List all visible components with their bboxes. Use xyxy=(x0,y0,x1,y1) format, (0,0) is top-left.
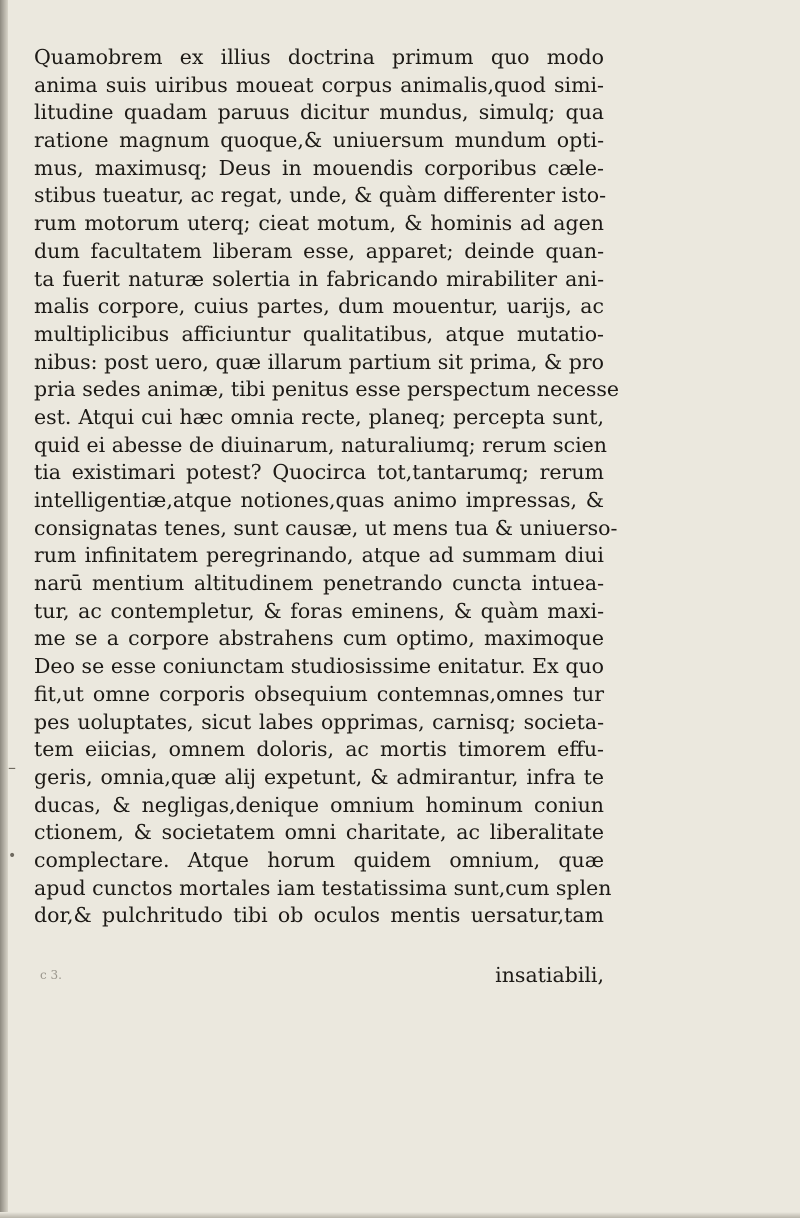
text-line: intelligentiæ,atque notiones,quas animo impressas, & xyxy=(34,488,604,512)
text-line: nibus: post uero, quæ illarum partium sit prima, & pro xyxy=(34,349,604,374)
text-line: dor,& pulchritudo tibi ob oculos mentis uersatur,tam xyxy=(34,903,604,928)
text-line: litudine quadam paruus dicitur mundus, simulq; qua xyxy=(34,100,604,125)
text-line: Deo se esse coniunctam studiosissime enitatur. Ex quo xyxy=(34,654,604,679)
catch-row xyxy=(34,961,604,989)
text-line: geris, omnia,quæ alij expetunt, & admirantur, infra te xyxy=(34,764,604,789)
text-line: ratione magnum quoque,& uniuersum mundum opti- xyxy=(34,128,604,153)
text-line: complectare. Atque horum quidem omnium, quæ xyxy=(34,847,604,872)
text-line: fit,ut omne corporis obsequium contemnas,omnes tur xyxy=(34,681,604,706)
text-line: malis corpore, cuius partes, dum mouentur, uarijs, ac xyxy=(34,294,604,319)
text-line: rum infinitatem peregrinando, atque ad summam diui xyxy=(34,543,604,568)
margin-mark: – xyxy=(8,758,16,777)
text-line: tia existimari potest? Quocirca tot,tantarumq; rerum xyxy=(34,460,604,485)
text-line: ducas, & negligas,denique omnium hominum coniun xyxy=(34,792,604,817)
text-line: tem eiicias, omnem doloris, ac mortis timorem effu- xyxy=(34,737,604,762)
text-block xyxy=(34,44,620,930)
text-line: me se a corpore abstrahens cum optimo, maximoque xyxy=(34,626,604,651)
text-line: ta fuerit naturæ solertia in fabricando mirabiliter ani- xyxy=(34,266,604,291)
margin-mark: • xyxy=(8,848,17,864)
text-line: rum motorum uterq; cieat motum, & hominis ad agen xyxy=(34,211,604,236)
text-line: dum facultatem liberam esse, apparet; deinde quan- xyxy=(34,238,604,263)
text-line: tur, ac contempletur, & foras eminens, & quàm maxi- xyxy=(34,598,604,623)
text-line: apud cunctos mortales iam testatissima sunt,cum splen xyxy=(34,875,612,900)
text-line: anima suis uiribus moueat corpus animalis,quod simi- xyxy=(34,72,604,97)
text-line: pria sedes animæ, tibi penitus esse perspectum necesse xyxy=(34,377,620,402)
page-gutter-shadow xyxy=(0,0,8,1218)
text-line: stibus tueatur, ac regat, unde, & quàm differenter isto- xyxy=(34,183,606,208)
text-line: quid ei abesse de diuinarum, naturaliumq; rerum scien xyxy=(34,432,607,457)
catchword: insatiabili, xyxy=(495,963,604,987)
signature-mark: c 3. xyxy=(40,968,62,982)
text-line: multiplicibus afficiuntur qualitatibus, atque mutatio- xyxy=(34,321,604,346)
text-line: est. Atqui cui hæc omnia recte, planeq; percepta sunt, xyxy=(34,404,604,429)
page-bottom-shadow xyxy=(0,1212,800,1218)
text-line: mus, maximusq; Deus in mouendis corporibus cæle- xyxy=(34,155,604,180)
text-line: Quamobrem ex illius doctrina primum quo modo xyxy=(34,45,604,69)
text-line: consignatas tenes, sunt causæ, ut mens tua & uniuerso- xyxy=(34,515,618,540)
text-line: pes uoluptates, sicut labes opprimas, carnisq; societa- xyxy=(34,709,604,734)
text-line: narū mentium altitudinem penetrando cuncta intuea- xyxy=(34,571,604,596)
text-line: ctionem, & societatem omni charitate, ac liberalitate xyxy=(34,820,604,845)
